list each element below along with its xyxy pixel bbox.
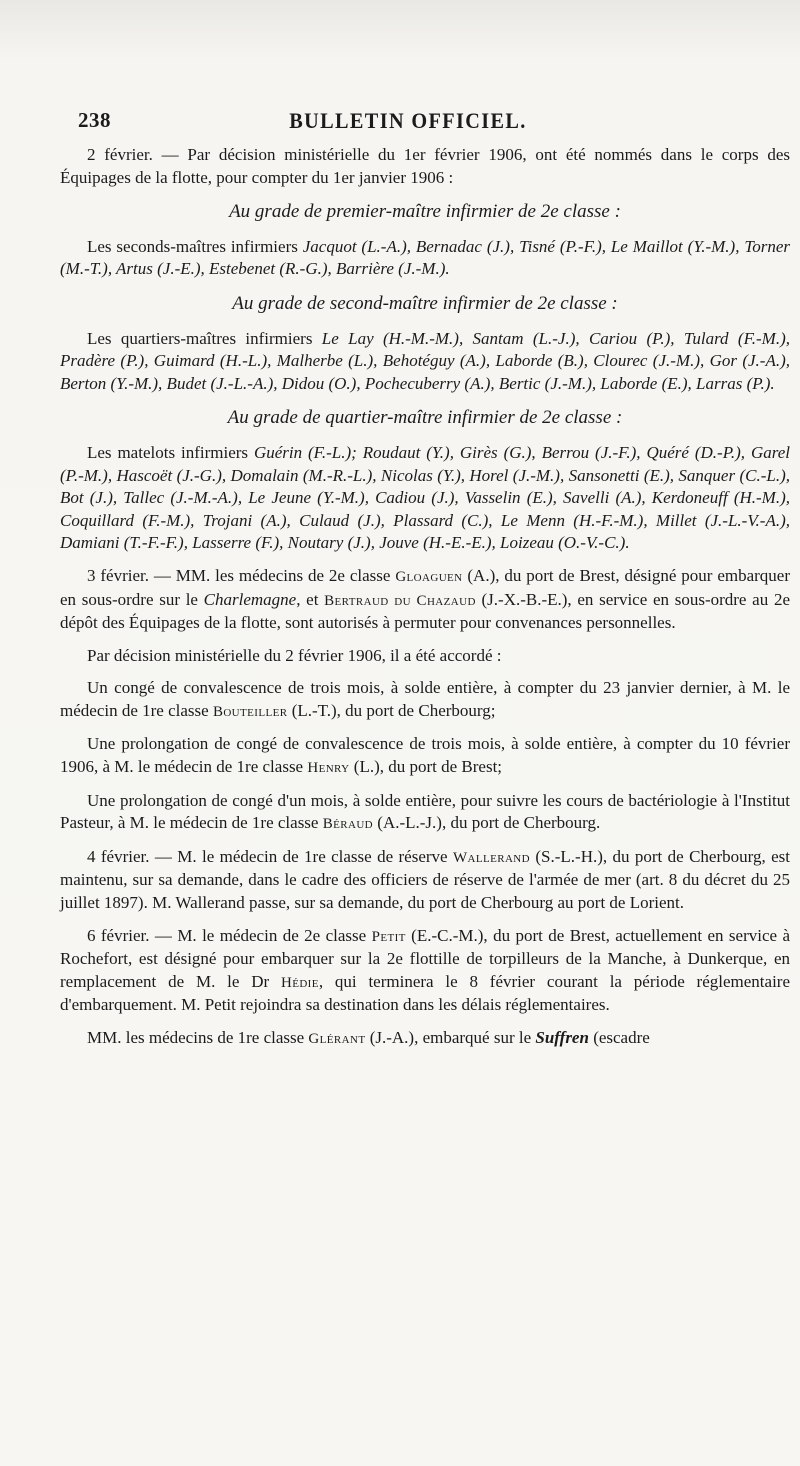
text-segment: (escadre <box>588 1028 650 1047</box>
ship-name: Charlemagne <box>203 589 297 609</box>
grade-heading-quartier-maitre: Au grade de quartier-maître infirmier de 2e classe : <box>227 407 623 429</box>
text-segment: (J.-A.), embarqué sur le <box>365 1028 536 1047</box>
text-segment: (E.-C.-M.), du port de Brest, actuellement en service à Rochefort, est désigné pour embarquer sur la 2e flottille de torpilleurs de la Manche, à Dunkerque, en remplacement de M. le Dr <box>60 925 790 991</box>
person-name: Béraud <box>322 816 374 833</box>
person-name: Wallerand <box>452 849 530 866</box>
text-segment: Une prolongation de congé d'un mois, à solde entière, pour suivre les cours de bactériologie à l'Institut Pasteur, à M. le médecin de 1re classe <box>60 790 790 833</box>
names-list: Jacquot (L.-A.), Bernadac (J.), Tisné (P.-F.), Le Maillot (Y.-M.), Torner (M.-T.), Artus (J.-E.), Estebenet (R.-G.), Barrière (J.-M.). <box>60 236 790 279</box>
text-segment: — MM. les médecins de 2e classe <box>149 565 396 585</box>
names-list: Guérin (F.-L.); Roudaut (Y.), Girès (G.), Berrou (J.-F.), Quéré (D.-P.), Garel (P.-M.), Hascoët (J.-G.), Domalain (M.-R.-L.), Nicolas (Y.), Horel (J.-M.), Sansonetti (E.), Sanquer (C.-L.), Bot (J.), Tallec (J.-M.-A.), Le Jeune (Y.-M.), Cadiou (J.), Vasselin (E.), Savelli (A.), Kerdoneuff (H.-M.), Coquillard (F.-M.), Trojani (A.), Culaud (J.), Plassard (C.), Le Menn (H.-F.-M.), Millet (J.-L.-V.-A.), Damiani (T.-F.-F.), Lasserre (F.), Noutary (J.), Jouve (H.-E.-E.), Loizeau (O.-V.-C.). <box>60 442 790 553</box>
paragraph-feb6 <box>60 925 790 1017</box>
paragraph-last <box>60 1027 790 1051</box>
text-segment: (A.), du port de Brest, désigné pour embarquer en sous-ordre sur le <box>60 565 791 609</box>
text-segment: (J.-X.-B.-E.), en service en sous-ordre au 2e dépôt des Équipages de la flotte, sont autorisés à permuter pour convenances personnelles. <box>60 589 790 633</box>
running-head: BULLETIN OFFICIEL. <box>289 108 527 133</box>
text-segment: , qui terminera le 8 février courant la période réglementaire d'embarquement. M. Petit rejoindra sa destination dans les délais réglementaires. <box>60 971 790 1015</box>
page-header <box>78 108 738 142</box>
names-lead: Les matelots infirmiers <box>87 442 254 462</box>
grade-heading-second-maitre: Au grade de second-maître infirmier de 2e classe : <box>232 292 618 314</box>
names-second-maitre <box>60 328 790 396</box>
text-segment: (S.-L.-H.), du port de Cherbourg, est maintenu, sur sa demande, dans le cadre des officiers de réserve de l'armée de mer (art. 8 du décret du 25 juillet 1897). M. Wallerand passe, sur sa demande, du port de Cherbourg au port de Lorient. <box>60 846 790 913</box>
date-feb2: 2 février. <box>87 145 153 164</box>
ship-name: Suffren <box>535 1028 589 1047</box>
person-name: Petit <box>371 928 406 945</box>
names-lead: Les seconds-maîtres infirmiers <box>87 236 303 256</box>
text-segment: — M. le médecin de 2e classe <box>149 925 372 945</box>
names-quartier-maitre <box>60 442 790 555</box>
date-feb3: 3 février. <box>87 565 149 585</box>
feb2-intro: — Par décision ministérielle du 1er février 1906, ont été nommés dans le corps des Équipages de la flotte, pour compter du 1er janvier 1906 : <box>60 145 791 187</box>
date-feb6: 6 février. <box>87 925 150 945</box>
names-lead: Les quartiers-maîtres infirmiers <box>87 328 322 348</box>
text-segment: MM. les médecins de 1re classe <box>87 1028 309 1047</box>
paragraph-feb3 <box>60 565 790 635</box>
names-premier-maitre <box>60 236 790 281</box>
person-name: Bouteiller <box>212 703 288 720</box>
paragraph-feb2 <box>60 144 790 189</box>
paragraph-conge-2 <box>60 733 790 779</box>
text-segment: Une prolongation de congé de convalescence de trois mois, à solde entière, à compter du 10 février 1906, à M. le médecin de 1re classe <box>60 734 790 777</box>
text-segment: , et <box>296 589 325 609</box>
text-segment: (L.-T.), du port de Cherbourg; <box>287 700 496 720</box>
names-list: Le Lay (H.-M.-M.), Santam (L.-J.), Cariou (P.), Tulard (F.-M.), Pradère (P.), Guimard (H.-L.), Malherbe (L.), Behotéguy (A.), Laborde (B.), Clourec (J.-M.), Gor (J.-A.), Berton (Y.-M.), Budet (J.-L.-A.), Didou (O.), Pochecuberry (A.), Bertic (J.-M.), Laborde (E.), Larras (P.). <box>60 328 790 393</box>
page-number: 238 <box>78 108 111 132</box>
paragraph-decision: Par décision ministérielle du 2 février 1906, il a été accordé : <box>87 645 502 665</box>
text-segment: (A.-L.-J.), du port de Cherbourg. <box>373 813 601 833</box>
grade-heading-premier-maitre: Au grade de premier-maître infirmier de 2e classe : <box>229 201 621 223</box>
person-name: Bertraud du Chazaud <box>324 592 476 609</box>
document-body <box>60 144 790 1061</box>
person-name: Hédie <box>280 974 319 991</box>
paragraph-conge-3 <box>60 790 790 836</box>
text-segment: (L.), du port de Brest; <box>349 757 503 777</box>
person-name: Henry <box>307 760 350 777</box>
person-name: Gloaguen <box>395 568 463 585</box>
person-name: Glérant <box>308 1031 366 1047</box>
date-feb4: 4 février. <box>87 846 150 866</box>
paragraph-feb4 <box>60 846 790 915</box>
text-segment: Un congé de convalescence de trois mois, à solde entière, à compter du 23 janvier dernier, à M. le médecin de 1re classe <box>60 678 790 720</box>
text-segment: — M. le médecin de 1re classe de réserve <box>149 846 453 866</box>
paragraph-conge-1 <box>60 677 790 723</box>
